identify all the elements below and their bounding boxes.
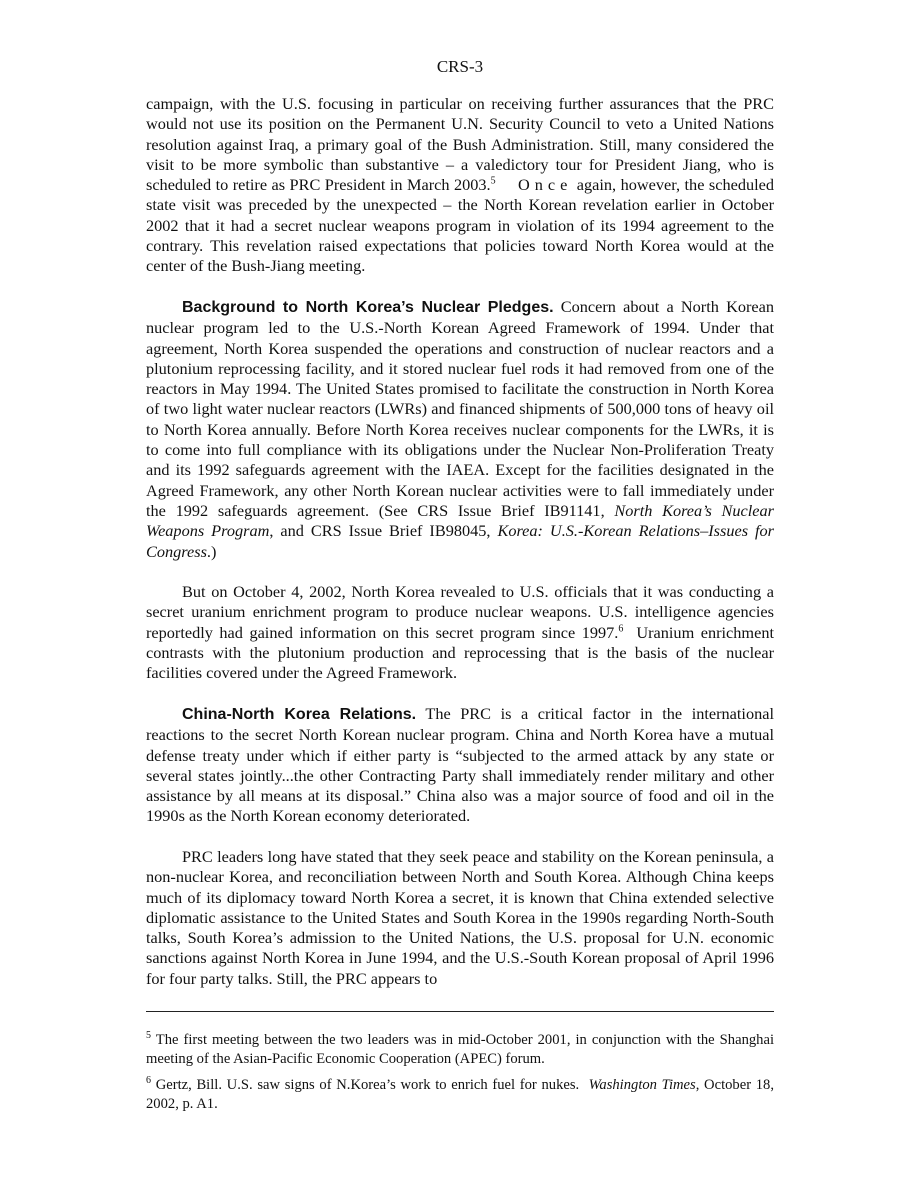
footnote-marker: 6 bbox=[146, 1075, 151, 1087]
section-heading-background: Background to North Korea’s Nuclear Pledges. bbox=[182, 298, 554, 316]
paragraph-text: Concern about a North Korean nuclear program led to the U.S.-North Korean Agreed Framework of 1994. Under that agreement, North Korea suspended the operations and construction of nuclear reactors and a plutonium reprocessing facility, and it stored nuclear fuel rods it had removed from one of the reactors in May 1994. The United States promised to facilitate the construction in North Korea of two light water nuclear reactors (LWRs) and financed shipments of 500,000 tons of heavy oil to North Korea annually. Before North Korea receives nuclear components for the LWRs, it is to come into full compliance with its obligations under the Nuclear Non-Proliferation Treaty and its 1992 safeguards agreement with the IAEA. Except for the facilities designated in the Agreed Framework, any other North Korean nuclear activities were to fall immediately under the 1992 safeguards agreement. (See CRS Issue Brief IB91141, bbox=[146, 296, 774, 520]
paragraph-china-north-korea bbox=[146, 704, 774, 827]
paragraph-text: PRC leaders long have stated that they seek peace and stability on the Korean peninsula, a non-nuclear Korea, and reconciliation between North and South Korea. Although China keeps much of its diplomacy toward North Korea a secret, it is known that China extended selective diplomatic assistance to the United States and South Korea in the 1990s regarding North-South talks, South Korea’s admission to the United Nations, the U.S. proposal for U.N. economic sanctions against North Korea in June 1994, and the U.S.-South Korean proposal of April 1996 for four party talks. Still, the PRC appears to bbox=[146, 846, 774, 988]
spaced-word: Once bbox=[517, 175, 573, 195]
paragraph-october bbox=[146, 582, 774, 683]
footnote-6 bbox=[146, 1076, 774, 1114]
footnote-text: , October 18, 2002, p. A1. bbox=[146, 1077, 774, 1112]
footnote-text: The first meeting between the two leaders was in mid-October 2001, in conjunction with the Shanghai meeting of the Asian-Pacific Economic Cooperation (APEC) forum. bbox=[146, 1032, 774, 1067]
section-heading-china-north-korea: China-North Korea Relations. bbox=[182, 705, 417, 723]
cited-title: Korea: U.S.-Korean Relations–Issues for Congress bbox=[146, 521, 774, 561]
paragraph-text: , and CRS Issue Brief IB98045, bbox=[269, 521, 491, 541]
paragraph-text: The PRC is a critical factor in the international reactions to the secret North Korean nuclear program. China and North Korea have a mutual defense treaty under which if either party is “subjected to the armed attack by any state or several states jointly...the other Contracting Party shall immediately render military and other assistance by all means at its disposal.” China also was a major source of food and oil in the 1990s as the North Korean economy deteriorated. bbox=[146, 703, 774, 826]
paragraph-prc-leaders bbox=[146, 847, 774, 989]
paragraph-campaign bbox=[146, 94, 774, 277]
footnote-ref-5[interactable]: 5 bbox=[490, 175, 496, 187]
paragraph-text: But on October 4, 2002, North Korea revealed to U.S. officials that it was conducting a secret uranium enrichment program to produce nuclear weapons. U.S. intelligence agencies reportedly had gained information on this secret program since 1997. bbox=[146, 582, 774, 642]
footnote-text: Gertz, Bill. U.S. saw signs of N.Korea’s work to enrich fuel for nukes. bbox=[155, 1077, 580, 1093]
paragraph-text: .) bbox=[206, 541, 217, 561]
footnote-ref-6[interactable]: 6 bbox=[618, 623, 624, 635]
footnote-5 bbox=[146, 1031, 774, 1069]
footnote-marker: 5 bbox=[146, 1030, 151, 1042]
page-number-header: CRS-3 bbox=[436, 57, 484, 76]
publication-title: Washington Times bbox=[588, 1077, 696, 1093]
paragraph-text: campaign, with the U.S. focusing in particular on receiving further assurances that the PRC would not use its position on the Permanent U.N. Security Council to veto a United Nations resolution against Iraq, a primary goal of the Bush Administration. Still, many considered the visit to be more symbolic than substantive – a valedictory tour for President Jiang, who is scheduled to retire as PRC President in March 2003. bbox=[146, 94, 774, 195]
paragraph-text: again, however, the scheduled state visit was preceded by the unexpected – the North Korean revelation earlier in October 2002 that it had a secret nuclear weapons program in violation of its 1994 agreement to the contrary. This revelation raised expectations that policies toward North Korea would at the center of the Bush-Jiang meeting. bbox=[146, 175, 774, 276]
cited-title: North Korea’s Nuclear Weapons Program bbox=[146, 500, 774, 541]
footnotes bbox=[146, 1031, 774, 1121]
paragraph-text: Uranium enrichment contrasts with the plutonium production and reprocessing that is the basis of the nuclear facilities covered under the Agreed Framework. bbox=[146, 622, 774, 683]
paragraph-background bbox=[146, 297, 774, 562]
body-text bbox=[146, 94, 774, 1009]
footnote-separator bbox=[146, 1011, 774, 1012]
